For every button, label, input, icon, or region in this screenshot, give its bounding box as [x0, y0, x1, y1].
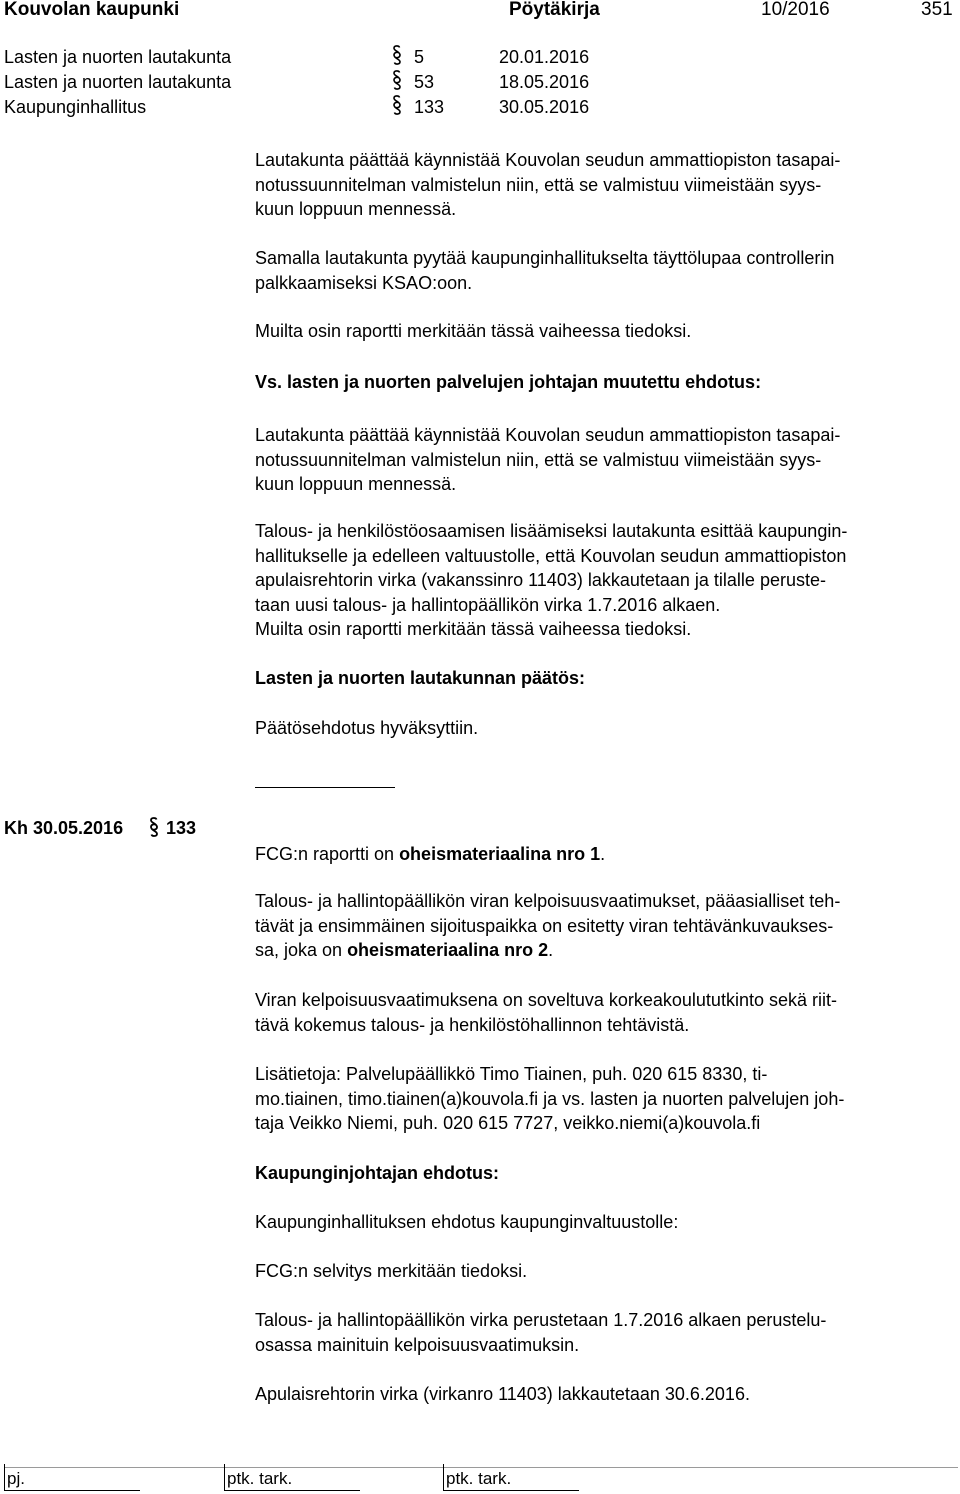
signature-mark [224, 1464, 225, 1490]
text-line: Lautakunta päättää käynnistää Kouvolan seudun ammattiopiston tasapai- [255, 150, 841, 170]
footer-chair-label: pj. [7, 1469, 25, 1488]
paragraph-contacts [255, 1062, 945, 1136]
text-line: Muilta osin raportti merkitään tässä vaiheessa tiedoksi. [255, 321, 692, 341]
signature-mark [443, 1464, 444, 1490]
mayor-proposal-heading [255, 1161, 945, 1186]
org-name: Kouvolan kaupunki [4, 0, 180, 20]
section-date: 20.01.2016 [499, 47, 590, 67]
footer-examiner-label: ptk. tark. [227, 1469, 293, 1488]
page-number: 351 [921, 0, 953, 20]
paragraph-abolished [255, 1382, 945, 1407]
paragraph-noted [255, 1259, 945, 1284]
text-span: FCG:n raportti on [255, 844, 400, 864]
section-sign-icon [391, 94, 403, 123]
text-line: taan uusi talous- ja hallintopäällikön virka 1.7.2016 alkaen. [255, 594, 721, 615]
text-line: kuun loppuun mennessä. [255, 474, 457, 494]
text-line: Lautakunta päättää käynnistää Kouvolan seudun ammattiopiston tasapai- [255, 425, 841, 445]
heading-text: Lasten ja nuorten lautakunnan päätös: [255, 668, 586, 688]
separator-line [255, 787, 395, 788]
text-line: apulaisrehtorin virka (vakanssinro 11403) lakkautetaan ja tilalle peruste- [255, 570, 826, 590]
paragraph-staffing [255, 519, 945, 642]
paragraph-qualification [255, 988, 945, 1037]
decision-text [255, 716, 945, 741]
text-line: Lisätietoja: Palvelupäällikkö Timo Tiainen, puh. 020 615 8330, ti- [255, 1064, 768, 1084]
section-sign-icon [148, 816, 160, 845]
text-line: Samalla lautakunta pyytää kaupunginhallitukselta täyttölupaa controllerin [255, 248, 835, 268]
footer-examiner-label: ptk. tark. [446, 1469, 512, 1488]
text-span: . [548, 940, 554, 960]
text-line: FCG:n selvitys merkitään tiedoksi. [255, 1261, 528, 1281]
text-line: notussuunnitelman valmistelun niin, että se valmistuu viimeistään syys- [255, 174, 822, 195]
kh-number: 133 [166, 818, 197, 838]
text-line: tävä kokemus talous- ja henkilöstöhallinnon tehtävistä. [255, 1014, 690, 1035]
text-span: sa, joka on [255, 940, 348, 960]
text-line: Viran kelpoisuusvaatimuksena on soveltuva korkeakoulututkinto sekä riit- [255, 990, 837, 1010]
text-line: mo.tiainen, timo.tiainen(a)kouvola.fi ja vs. lasten ja nuorten palvelujen joh- [255, 1088, 845, 1109]
text-line: Talous- ja henkilöstöosaamisen lisäämiseksi lautakunta esittää kaupungin- [255, 521, 848, 541]
section-date: 30.05.2016 [499, 97, 590, 117]
paragraph-otherwise [255, 319, 945, 344]
text-line: Talous- ja hallintopäällikön viran kelpoisuusvaatimukset, pääasialliset teh- [255, 891, 841, 911]
text-line: taja Veikko Niemi, puh. 020 615 7727, veikko.niemi(a)kouvola.fi [255, 1113, 761, 1133]
kh-label: Kh 30.05.2016 [4, 818, 124, 838]
section-body: Kaupunginhallitus [4, 97, 147, 117]
paragraph-requirements [255, 889, 945, 963]
text-line: Talous- ja hallintopäällikön virka perustetaan 1.7.2016 alkaen perustelu- [255, 1310, 827, 1330]
text-line: Päätösehdotus hyväksyttiin. [255, 718, 479, 738]
document-type: Pöytäkirja [509, 0, 600, 20]
attachment-ref: oheismateriaalina nro 1 [399, 844, 601, 864]
heading-text: Vs. lasten ja nuorten palvelujen johtajan muutettu ehdotus: [255, 372, 762, 392]
text-line: kuun loppuun mennessä. [255, 199, 457, 219]
heading-text: Kaupunginjohtajan ehdotus: [255, 1163, 499, 1183]
text-line: tävät ja ensimmäinen sijoituspaikka on esitetty viran tehtävänkuvaukses- [255, 915, 834, 936]
text-line: osassa mainituin kelpoisuusvaatimuksin. [255, 1334, 580, 1355]
paragraph-permit [255, 246, 945, 295]
paragraph-report [255, 842, 945, 867]
paragraph-proposal [255, 148, 945, 222]
text-line: Muilta osin raportti merkitään tässä vaiheessa tiedoksi. [255, 619, 692, 639]
text-line: palkkaamiseksi KSAO:oon. [255, 272, 473, 293]
paragraph-amended-proposal [255, 423, 945, 497]
section-number: 133 [414, 97, 445, 117]
section-number: 53 [414, 72, 435, 92]
decision-heading [255, 666, 945, 691]
signature-mark [4, 1464, 5, 1490]
signature-line [224, 1490, 360, 1491]
text-line: hallitukselle ja edelleen valtuustolle, että Kouvolan seudun ammattiopiston [255, 545, 847, 566]
signature-line [4, 1490, 140, 1491]
issue-number: 10/2016 [761, 0, 830, 20]
section-body: Lasten ja nuorten lautakunta [4, 72, 232, 92]
text-line: Apulaisrehtorin virka (virkanro 11403) lakkautetaan 30.6.2016. [255, 1384, 750, 1404]
section-date: 18.05.2016 [499, 72, 590, 92]
paragraph-board-proposal [255, 1210, 945, 1235]
text-line: Kaupunginhallituksen ehdotus kaupunginvaltuustolle: [255, 1212, 679, 1232]
section-body: Lasten ja nuorten lautakunta [4, 47, 232, 67]
attachment-ref: oheismateriaalina nro 2 [347, 940, 549, 960]
text-line: notussuunnitelman valmistelun niin, että se valmistuu viimeistään syys- [255, 449, 822, 470]
section-number: 5 [414, 47, 425, 67]
text-span: . [600, 844, 606, 864]
paragraph-established [255, 1308, 945, 1357]
signature-line [443, 1490, 579, 1491]
amended-proposal-heading [255, 370, 945, 395]
